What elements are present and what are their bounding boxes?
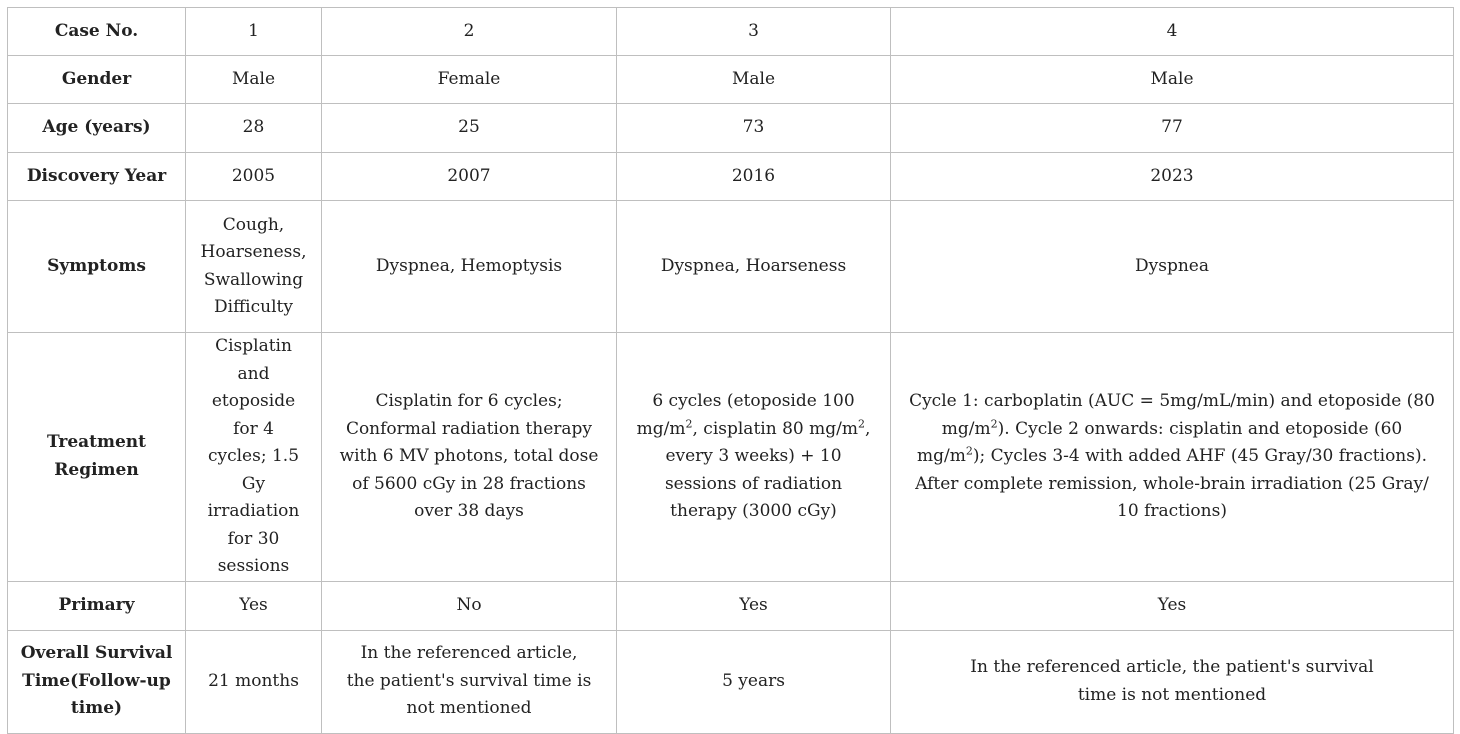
- row-header-discovery-year: Discovery Year: [8, 153, 186, 201]
- case-1-discovery-year: 2005: [186, 153, 322, 201]
- case-1-number: 1: [186, 8, 322, 56]
- case-1-symptoms: Cough, Hoarseness, Swallowing Difficulty: [186, 201, 322, 333]
- case-2-symptoms: Dyspnea, Hemoptysis: [322, 201, 617, 333]
- case-1-gender: Male: [186, 56, 322, 104]
- table-row: [8, 104, 1454, 153]
- case-3-treatment-part-a: 6 cycles (etoposide 100 mg/m: [636, 391, 855, 439]
- case-2-age: 25: [322, 104, 617, 153]
- case-2-survival: In the referenced article, the patient's survival time is not mentioned: [322, 630, 617, 733]
- table-row: [8, 333, 1454, 582]
- case-4-superscript-2: 2: [965, 444, 973, 458]
- case-4-primary: Yes: [891, 581, 1454, 630]
- case-4-gender: Male: [891, 56, 1454, 104]
- table-row: [8, 8, 1454, 56]
- table-row: [8, 153, 1454, 201]
- table-row: [8, 201, 1454, 333]
- case-4-number: 4: [891, 8, 1454, 56]
- case-1-primary: Yes: [186, 581, 322, 630]
- case-3-symptoms: Dyspnea, Hoarseness: [617, 201, 891, 333]
- case-2-primary: No: [322, 581, 617, 630]
- case-4-treatment-part-a: Cycle 1: carboplatin (AUC = 5mg/mL/min) and etoposide (80 mg/m: [909, 391, 1435, 439]
- case-1-survival: 21 months: [186, 630, 322, 733]
- row-header-gender: Gender: [8, 56, 186, 104]
- case-1-treatment: Cisplatin and etoposide for 4 cycles; 1.5 Gy irradiation for 30 sessions: [186, 333, 322, 582]
- case-4-treatment-part-c: ); Cycles 3-4 with added AHF (45 Gray/30 fractions). After complete remission, whole-brain irradiation (25 Gray/ 10 fractions): [915, 446, 1429, 521]
- case-comparison-table: [7, 7, 1454, 734]
- case-4-treatment: [891, 333, 1454, 582]
- case-2-number: 2: [322, 8, 617, 56]
- table-row: [8, 630, 1454, 733]
- case-3-treatment: [617, 333, 891, 582]
- row-header-symptoms: Symptoms: [8, 201, 186, 333]
- case-2-gender: Female: [322, 56, 617, 104]
- row-header-survival: Overall Survival Time(Follow-up time): [8, 630, 186, 733]
- case-2-treatment: Cisplatin for 6 cycles; Conformal radiation therapy with 6 MV photons, total dose of 5600 cGy in 28 fractions over 38 days: [322, 333, 617, 582]
- case-3-treatment-part-c: , every 3 weeks) + 10 sessions of radiation therapy (3000 cGy): [664, 418, 871, 521]
- case-3-primary: Yes: [617, 581, 891, 630]
- case-4-discovery-year: 2023: [891, 153, 1454, 201]
- row-header-case-no: Case No.: [8, 8, 186, 56]
- case-1-age: 28: [186, 104, 322, 153]
- case-4-treatment-part-b: ). Cycle 2 onwards: cisplatin and etoposide (60 mg/m: [916, 418, 1403, 466]
- case-3-superscript-2: 2: [857, 416, 865, 430]
- row-header-treatment: Treatment Regimen: [8, 333, 186, 582]
- case-3-number: 3: [617, 8, 891, 56]
- case-3-age: 73: [617, 104, 891, 153]
- case-4-age: 77: [891, 104, 1454, 153]
- case-3-superscript-1: 2: [685, 416, 693, 430]
- case-3-gender: Male: [617, 56, 891, 104]
- table-row: [8, 581, 1454, 630]
- case-3-survival: 5 years: [617, 630, 891, 733]
- row-header-primary: Primary: [8, 581, 186, 630]
- case-4-superscript-1: 2: [990, 416, 998, 430]
- case-2-discovery-year: 2007: [322, 153, 617, 201]
- case-3-treatment-part-b: , cisplatin 80 mg/m: [692, 418, 858, 439]
- table-row: [8, 56, 1454, 104]
- case-4-symptoms: Dyspnea: [891, 201, 1454, 333]
- case-4-survival: In the referenced article, the patient's survival time is not mentioned: [891, 630, 1454, 733]
- row-header-age: Age (years): [8, 104, 186, 153]
- case-3-discovery-year: 2016: [617, 153, 891, 201]
